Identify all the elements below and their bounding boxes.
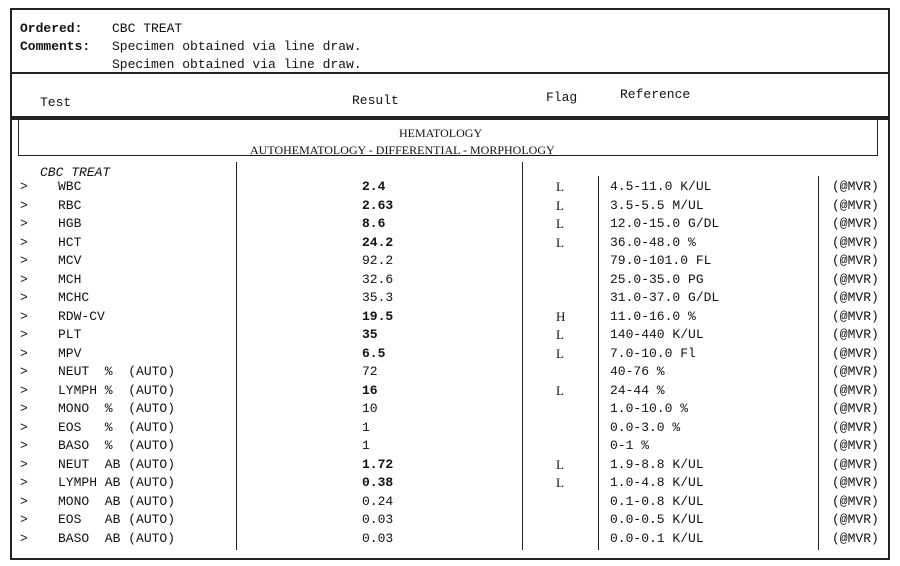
row-result: 0.03 (362, 512, 394, 527)
row-flag: L (556, 216, 564, 231)
row-flag: H (556, 308, 566, 324)
row-marker: > (20, 493, 28, 509)
header-reference: Reference (620, 87, 691, 102)
row-reference: 7.0-10.0 Fl (610, 345, 696, 361)
row-test-name: NEUT % (AUTO) (58, 364, 176, 379)
row-reference: 0.1-0.8 K/UL (610, 493, 704, 509)
row-marker: > (20, 382, 28, 398)
header-flag: Flag (546, 90, 578, 105)
table-row (0, 199, 900, 217)
row-reference: 3.5-5.5 M/UL (610, 197, 704, 213)
order-info-box (10, 8, 890, 74)
table-row (0, 347, 900, 365)
row-flag: L (556, 382, 564, 398)
row-result: 1 (362, 419, 370, 435)
row-test-name: MCHC (58, 290, 90, 305)
row-source: (@MVR) (832, 493, 879, 509)
row-source: (@MVR) (832, 253, 879, 268)
row-marker: > (20, 456, 28, 472)
row-test-name: MONO % (AUTO) (58, 401, 176, 416)
section-subtitle: AUTOHEMATOLOGY - DIFFERENTIAL - MORPHOLOGY (250, 143, 555, 157)
row-marker: > (20, 179, 28, 194)
row-marker: > (20, 512, 28, 527)
row-marker: > (20, 438, 28, 453)
section-title: HEMATOLOGY (399, 126, 483, 140)
table-row (0, 513, 900, 531)
row-test-name: RBC (58, 197, 82, 213)
row-test-name: HCT (58, 234, 82, 250)
row-reference: 140-440 K/UL (610, 327, 704, 342)
row-flag: L (556, 456, 564, 472)
row-test-name: HGB (58, 216, 82, 231)
row-source: (@MVR) (832, 308, 879, 324)
row-test-name: LYMPH AB (AUTO) (58, 475, 176, 490)
table-row (0, 291, 900, 309)
row-reference: 79.0-101.0 FL (610, 253, 712, 268)
row-marker: > (20, 197, 28, 213)
row-result: 72 (362, 364, 378, 379)
row-result: 35.3 (362, 290, 394, 305)
row-result: 0.24 (362, 493, 394, 509)
row-flag: L (556, 179, 564, 194)
row-flag: L (556, 327, 564, 342)
row-reference: 1.0-10.0 % (610, 401, 689, 416)
table-row (0, 532, 900, 550)
table-row (0, 365, 900, 383)
row-source: (@MVR) (832, 530, 879, 546)
row-flag: L (556, 475, 564, 490)
table-row (0, 310, 900, 328)
row-marker: > (20, 475, 28, 490)
row-source: (@MVR) (832, 234, 879, 250)
table-row (0, 328, 900, 346)
table-row (0, 273, 900, 291)
row-marker: > (20, 530, 28, 546)
row-result: 1 (362, 438, 370, 453)
row-source: (@MVR) (832, 401, 879, 416)
row-marker: > (20, 327, 28, 342)
table-row (0, 236, 900, 254)
comment-line-1: Specimen obtained via line draw. (112, 39, 362, 54)
row-test-name: RDW-CV (58, 308, 105, 324)
row-marker: > (20, 419, 28, 435)
table-row (0, 254, 900, 272)
row-marker: > (20, 308, 28, 324)
row-flag: L (556, 234, 564, 250)
row-source: (@MVR) (832, 512, 879, 527)
ordered-value: CBC TREAT (112, 21, 183, 36)
row-result: 1.72 (362, 456, 394, 472)
row-source: (@MVR) (832, 475, 879, 490)
row-result: 35 (362, 327, 378, 342)
row-result: 0.03 (362, 530, 394, 546)
row-source: (@MVR) (832, 179, 879, 194)
row-reference: 40-76 % (610, 364, 665, 379)
row-reference: 25.0-35.0 PG (610, 271, 704, 287)
row-test-name: NEUT AB (AUTO) (58, 456, 176, 472)
row-result: 2.4 (362, 179, 386, 194)
row-source: (@MVR) (832, 419, 879, 435)
table-row (0, 217, 900, 235)
row-reference: 1.9-8.8 K/UL (610, 456, 704, 472)
row-test-name: BASO AB (AUTO) (58, 530, 176, 546)
row-marker: > (20, 253, 28, 268)
row-flag: L (556, 345, 564, 361)
row-source: (@MVR) (832, 197, 879, 213)
row-reference: 0.0-0.1 K/UL (610, 530, 704, 546)
row-source: (@MVR) (832, 438, 879, 453)
column-header-box (10, 72, 890, 118)
row-source: (@MVR) (832, 456, 879, 472)
table-row (0, 402, 900, 420)
comment-line-2: Specimen obtained via line draw. (112, 57, 362, 72)
row-marker: > (20, 234, 28, 250)
row-test-name: EOS % (AUTO) (58, 419, 176, 435)
comments-label: Comments: (20, 39, 91, 54)
row-source: (@MVR) (832, 364, 879, 379)
row-reference: 31.0-37.0 G/DL (610, 290, 720, 305)
table-row (0, 180, 900, 198)
row-marker: > (20, 271, 28, 287)
row-test-name: PLT (58, 327, 82, 342)
row-test-name: EOS AB (AUTO) (58, 512, 176, 527)
row-result: 6.5 (362, 345, 386, 361)
row-result: 8.6 (362, 216, 386, 231)
row-reference: 36.0-48.0 % (610, 234, 696, 250)
row-source: (@MVR) (832, 382, 879, 398)
row-reference: 1.0-4.8 K/UL (610, 475, 704, 490)
row-test-name: MCV (58, 253, 82, 268)
row-test-name: MPV (58, 345, 82, 361)
row-reference: 24-44 % (610, 382, 665, 398)
row-marker: > (20, 216, 28, 231)
row-result: 19.5 (362, 308, 394, 324)
row-flag: L (556, 197, 564, 213)
table-row (0, 421, 900, 439)
header-result: Result (352, 93, 399, 108)
row-result: 92.2 (362, 253, 394, 268)
row-reference: 0.0-3.0 % (610, 419, 681, 435)
row-test-name: MONO AB (AUTO) (58, 493, 176, 509)
row-source: (@MVR) (832, 345, 879, 361)
row-marker: > (20, 401, 28, 416)
row-source: (@MVR) (832, 327, 879, 342)
row-test-name: BASO % (AUTO) (58, 438, 176, 453)
row-marker: > (20, 364, 28, 379)
row-result: 2.63 (362, 197, 394, 213)
table-row (0, 439, 900, 457)
table-row (0, 458, 900, 476)
row-test-name: LYMPH % (AUTO) (58, 382, 176, 398)
header-test: Test (40, 95, 72, 110)
table-row (0, 384, 900, 402)
row-result: 32.6 (362, 271, 394, 287)
row-reference: 0-1 % (610, 438, 650, 453)
row-reference: 0.0-0.5 K/UL (610, 512, 704, 527)
row-reference: 11.0-16.0 % (610, 308, 696, 324)
group-label: CBC TREAT (40, 165, 111, 180)
row-result: 16 (362, 382, 378, 398)
row-marker: > (20, 345, 28, 361)
row-reference: 4.5-11.0 K/UL (610, 179, 712, 194)
row-result: 10 (362, 401, 378, 416)
ordered-label: Ordered: (20, 21, 83, 36)
row-source: (@MVR) (832, 271, 879, 287)
row-marker: > (20, 290, 28, 305)
row-source: (@MVR) (832, 216, 879, 231)
row-reference: 12.0-15.0 G/DL (610, 216, 720, 231)
row-result: 0.38 (362, 475, 394, 490)
table-row (0, 495, 900, 513)
row-test-name: MCH (58, 271, 82, 287)
table-row (0, 476, 900, 494)
row-test-name: WBC (58, 179, 82, 194)
row-source: (@MVR) (832, 290, 879, 305)
row-result: 24.2 (362, 234, 394, 250)
